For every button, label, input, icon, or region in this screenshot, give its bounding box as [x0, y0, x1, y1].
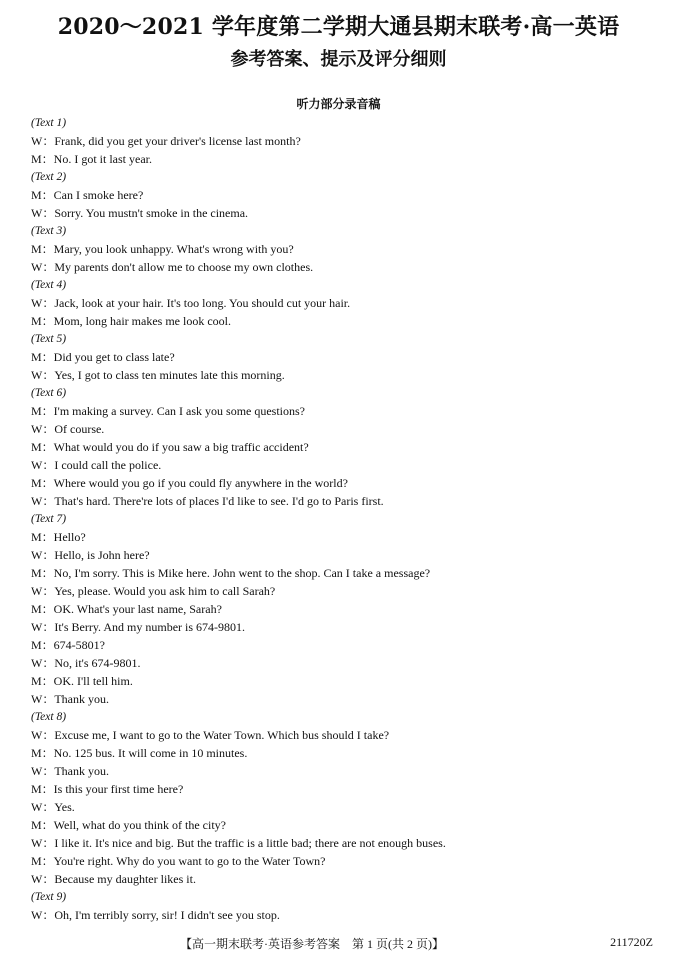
dialogue-line: [31, 294, 651, 312]
speaker-label: M：: [31, 746, 54, 760]
dialogue-line: [31, 870, 651, 888]
utterance-text: No, it's 674-9801.: [54, 656, 141, 670]
utterance-text: I like it. It's nice and big. But the traffic is a little bad; there are not enough buses.: [54, 836, 446, 850]
speaker-label: M：: [31, 782, 54, 796]
dialogue-line: [31, 618, 651, 636]
dialogue-line: [31, 402, 651, 420]
utterance-text: Hello, is John here?: [54, 548, 150, 562]
dialogue-line: [31, 366, 651, 384]
utterance-text: Jack, look at your hair. It's too long. You should cut your hair.: [54, 296, 351, 310]
speaker-label: W：: [31, 494, 55, 508]
utterance-text: Because my daughter likes it.: [54, 872, 196, 886]
utterance-text: Thank you.: [54, 692, 109, 706]
speaker-label: W：: [31, 584, 55, 598]
dialogue-line: [31, 186, 651, 204]
utterance-text: Frank, did you get your driver's license last month?: [54, 134, 301, 148]
utterance-text: My parents don't allow me to choose my own clothes.: [54, 260, 314, 274]
dialogue-line: [31, 132, 651, 150]
text-heading: (Text 4): [31, 279, 67, 291]
utterance-text: Is this your first time here?: [53, 782, 184, 796]
listening-transcript: [31, 114, 651, 924]
footer-code: 211720Z: [610, 935, 653, 949]
speaker-label: M：: [31, 188, 54, 202]
utterance-text: What would you do if you saw a big traffic accident?: [53, 440, 309, 454]
text-heading: (Text 5): [31, 333, 67, 345]
speaker-label: W：: [31, 296, 55, 310]
page-footer: [0, 935, 677, 955]
utterance-text: Thank you.: [54, 764, 109, 778]
speaker-label: M：: [31, 314, 54, 328]
dialogue-line: [31, 834, 651, 852]
section-heading: 听力部分录音稿: [296, 97, 381, 111]
speaker-label: M：: [31, 350, 54, 364]
utterance-text: OK. I'll tell him.: [53, 674, 133, 688]
speaker-label: W：: [31, 368, 55, 382]
utterance-text: Of course.: [54, 422, 105, 436]
speaker-label: W：: [31, 908, 55, 922]
utterance-text: OK. What's your last name, Sarah?: [53, 602, 222, 616]
speaker-label: W：: [31, 206, 55, 220]
speaker-label: W：: [31, 620, 55, 634]
utterance-text: Where would you go if you could fly anywhere in the world?: [53, 476, 348, 490]
dialogue-line: [31, 528, 651, 546]
speaker-label: M：: [31, 566, 54, 580]
speaker-label: W：: [31, 764, 55, 778]
dialogue-line: [31, 636, 651, 654]
speaker-label: M：: [31, 242, 54, 256]
dialogue-line: [31, 474, 651, 492]
dialogue-line: [31, 816, 651, 834]
utterance-text: Excuse me, I want to go to the Water Town. Which bus should I take?: [54, 728, 390, 742]
text-heading: (Text 3): [31, 225, 67, 237]
utterance-text: No. 125 bus. It will come in 10 minutes.: [53, 746, 248, 760]
dialogue-line: [31, 456, 651, 474]
speaker-label: W：: [31, 872, 55, 886]
dialogue-line: [31, 312, 651, 330]
utterance-text: Did you get to class late?: [53, 350, 175, 364]
utterance-text: Well, what do you think of the city?: [53, 818, 227, 832]
dialogue-line: [31, 672, 651, 690]
utterance-text: You're right. Why do you want to go to the Water Town?: [53, 854, 326, 868]
dialogue-line: [31, 798, 651, 816]
speaker-label: W：: [31, 458, 55, 472]
text-heading: (Text 9): [31, 891, 67, 903]
dialogue-line: [31, 780, 651, 798]
text-heading: (Text 7): [31, 513, 67, 525]
text-heading: (Text 8): [31, 711, 67, 723]
utterance-text: Mom, long hair makes me look cool.: [53, 314, 231, 328]
utterance-text: I'm making a survey. Can I ask you some questions?: [53, 404, 306, 418]
dialogue-line: [31, 258, 651, 276]
dialogue-line: [31, 906, 651, 924]
speaker-label: W：: [31, 656, 55, 670]
dialogue-line: [31, 546, 651, 564]
speaker-label: M：: [31, 602, 54, 616]
speaker-label: M：: [31, 476, 54, 490]
speaker-label: W：: [31, 260, 55, 274]
speaker-label: W：: [31, 134, 55, 148]
dialogue-line: [31, 438, 651, 456]
speaker-label: M：: [31, 854, 54, 868]
utterance-text: I could call the police.: [54, 458, 162, 472]
speaker-label: M：: [31, 152, 54, 166]
document-subtitle: 参考答案、提示及评分细则: [230, 49, 447, 70]
speaker-label: M：: [31, 404, 54, 418]
dialogue-line: [31, 852, 651, 870]
speaker-label: M：: [31, 530, 54, 544]
dialogue-line: [31, 762, 651, 780]
speaker-label: W：: [31, 548, 55, 562]
speaker-label: M：: [31, 440, 54, 454]
speaker-label: W：: [31, 422, 55, 436]
text-heading: (Text 2): [31, 171, 67, 183]
dialogue-line: [31, 582, 651, 600]
text-heading: (Text 6): [31, 387, 67, 399]
dialogue-line: [31, 600, 651, 618]
speaker-label: W：: [31, 836, 55, 850]
dialogue-line: [31, 204, 651, 222]
utterance-text: No. I got it last year.: [53, 152, 152, 166]
dialogue-line: [31, 690, 651, 708]
dialogue-line: [31, 564, 651, 582]
dialogue-line: [31, 726, 651, 744]
utterance-text: It's Berry. And my number is 674-9801.: [54, 620, 246, 634]
utterance-text: Yes, please. Would you ask him to call Sarah?: [54, 584, 276, 598]
dialogue-line: [31, 150, 651, 168]
footer-page-info: 【高一期末联考·英语参考答案 第 1 页(共 2 页)】: [180, 937, 444, 951]
document-title: 2020～2021 学年度第二学期大通县期末联考·高一英语: [57, 14, 620, 40]
dialogue-line: [31, 420, 651, 438]
utterance-text: Yes.: [54, 800, 75, 814]
utterance-text: Oh, I'm terribly sorry, sir! I didn't see you stop.: [54, 908, 280, 922]
speaker-label: W：: [31, 728, 55, 742]
utterance-text: Sorry. You mustn't smoke in the cinema.: [54, 206, 249, 220]
utterance-text: That's hard. There're lots of places I'd like to see. I'd go to Paris first.: [54, 494, 384, 508]
dialogue-line: [31, 348, 651, 366]
utterance-text: Yes, I got to class ten minutes late this morning.: [54, 368, 285, 382]
utterance-text: 674-5801?: [53, 638, 105, 652]
dialogue-line: [31, 654, 651, 672]
speaker-label: M：: [31, 674, 54, 688]
speaker-label: M：: [31, 818, 54, 832]
speaker-label: M：: [31, 638, 54, 652]
dialogue-line: [31, 744, 651, 762]
utterance-text: Mary, you look unhappy. What's wrong with you?: [53, 242, 294, 256]
text-heading: (Text 1): [31, 117, 67, 129]
utterance-text: No, I'm sorry. This is Mike here. John went to the shop. Can I take a message?: [53, 566, 431, 580]
speaker-label: W：: [31, 692, 55, 706]
utterance-text: Can I smoke here?: [53, 188, 144, 202]
speaker-label: W：: [31, 800, 55, 814]
dialogue-line: [31, 240, 651, 258]
dialogue-line: [31, 492, 651, 510]
utterance-text: Hello?: [53, 530, 86, 544]
